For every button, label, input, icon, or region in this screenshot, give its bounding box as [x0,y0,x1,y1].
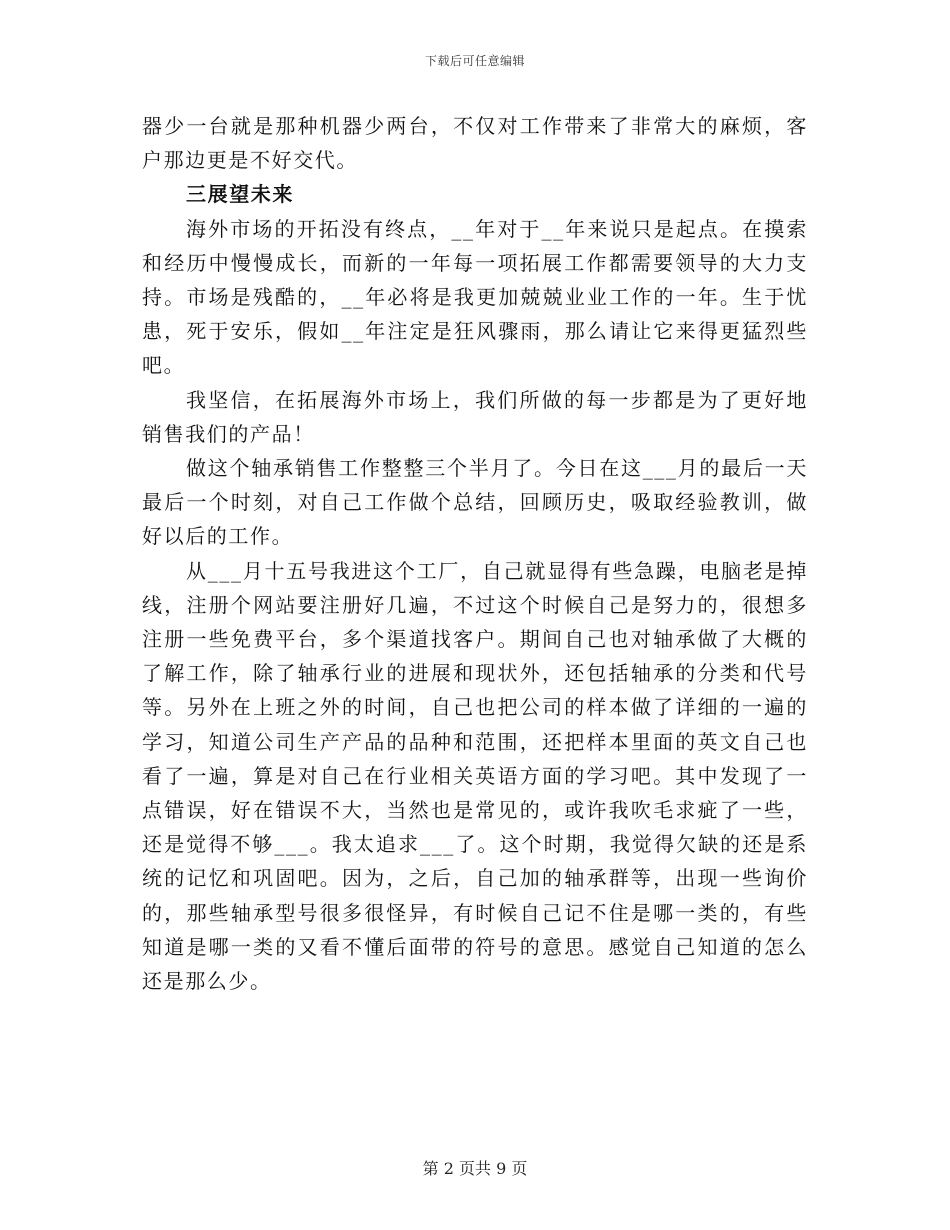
page-number: 第 2 页共 9 页 [422,1159,528,1178]
paragraph-outlook: 海外市场的开拓没有终点，__年对于__年来说只是起点。在摸索和经历中慢慢成长，而新的一年每一项拓展工作都需要领导的大力支持。市场是残酷的，__年必将是我更加兢兢业业工作的一年。生于忧患，死于安乐，假如__年注定是狂风骤雨，那么请让它来得更猛烈些吧。 [142,216,808,378]
page-header: 下载后可任意编辑 [424,54,525,68]
paragraph-summary-intro: 做这个轴承销售工作整整三个半月了。今日在这___月的最后一天最后一个时刻，对自己工作做个总结，回顾历史，吸取经验教训，做好以后的工作。 [142,456,808,549]
document-body [142,109,808,998]
paragraph-work-review: 从___月十五号我进这个工厂，自己就显得有些急躁，电脑老是掉线，注册个网站要注册好几遍，不过这个时候自己是努力的，很想多注册一些免费平台，多个渠道找客户。期间自己也对轴承做了大概的了解工作，除了轴承行业的进展和现状外，还包括轴承的分类和代号等。另外在上班之外的时间，自己也把公司的样本做了详细的一遍的学习，知道公司生产产品的品种和范围，还把样本里面的英文自己也看了一遍，算是对自己在行业相关英语方面的学习吧。其中发现了一点错误，好在错误不大，当然也是常见的，或许我吹毛求疵了一些，还是觉得不够___。我太追求___了。这个时期，我觉得欠缺的还是系统的记忆和巩固吧。因为，之后，自己加的轴承群等，出现一些询价的，那些轴承型号很多很怪异，有时候自己记不住是哪一类的，有些知道是哪一类的又看不懂后面带的符号的意思。感觉自己知道的怎么还是那么少。 [142,558,808,994]
section-heading: 三展望未来 [186,182,294,207]
paragraph-continued: 器少一台就是那种机器少两台，不仅对工作带来了非常大的麻烦，客户那边更是不好交代。 [142,114,808,173]
paragraph-belief: 我坚信，在拓展海外市场上，我们所做的每一步都是为了更好地销售我们的产品！ [142,387,808,446]
